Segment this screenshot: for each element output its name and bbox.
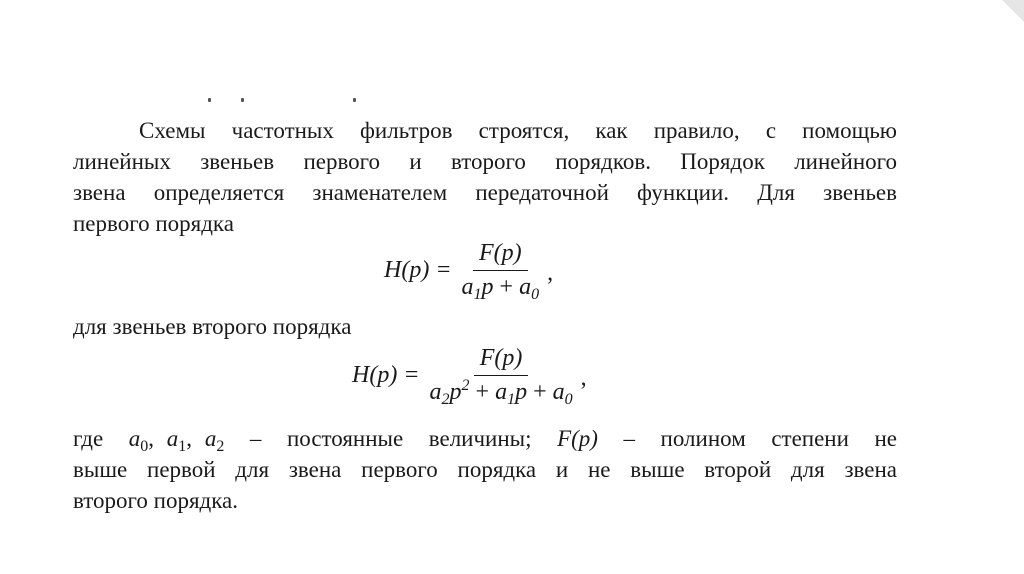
cropped-text-artifact [205,98,365,106]
paragraph-line [73,146,897,177]
paragraph-line [73,115,897,146]
paragraph-intro [73,115,897,239]
formula-term: a [461,274,474,300]
formula-first-order [384,240,553,301]
paragraph-line-text: звена определяется знаменателем передаточной функции. Для звеньев [73,180,897,205]
paragraph-line [73,177,897,208]
paragraph-line-rich: где $a_0$, $a_1$, $a_2$ – постоянные величины; F(p) – полином степени не [73,426,897,455]
paragraph-line [73,454,897,485]
formula-numerator: F(p) [473,240,528,271]
paragraph-line [73,311,897,342]
paragraph-line-text: Схемы частотных фильтров строятся, как правило, с помощью [139,118,897,143]
formula-denominator: $a_1p + a_0$ [461,274,540,303]
paragraph-conclusion [73,423,897,516]
formula-comma: , [580,365,587,391]
paragraph-line-text: для звеньев второго порядка [73,314,352,339]
page-corner-fold [1002,0,1024,22]
paragraph-line-text: второго порядка. [73,488,239,513]
paragraph-line [73,423,897,454]
formula-denominator: $a_2p^2 + a_1p + a_0$ [429,377,573,408]
paragraph-line-text: первого порядка [73,211,234,236]
formula-fraction [456,240,546,301]
paragraph-line-text: выше первой для звена первого порядка и не выше второй для звена [73,457,897,482]
formula-fraction [424,345,579,406]
paragraph-line [73,485,897,516]
formula-numerator: F(p) [474,345,529,376]
formula-lhs: H(p) = [352,362,420,388]
between-text [73,311,897,342]
formula-lhs: H(p) = [384,257,452,283]
paragraph-line [73,208,897,239]
formula-second-order [352,345,587,406]
paragraph-line-text: линейных звеньев первого и второго порядков. Порядок линейного [73,149,897,174]
formula-comma: , [547,260,554,286]
